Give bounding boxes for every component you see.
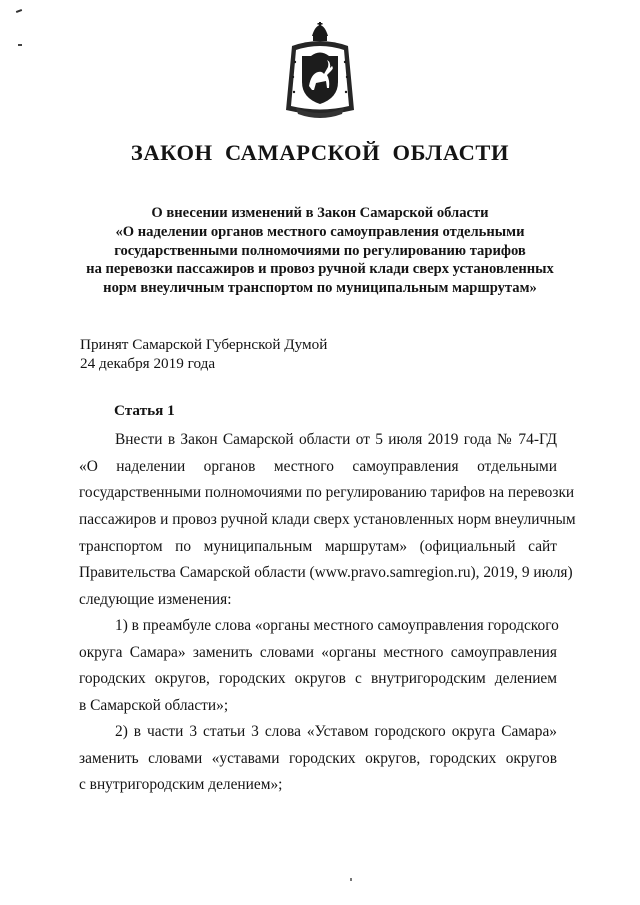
body-line: в Самарской области»; bbox=[79, 697, 229, 714]
body-line: государственными полномочиями по регулированию тарифов на перевозки bbox=[79, 484, 575, 501]
adopted-date: 24 декабря 2019 года bbox=[80, 354, 216, 372]
subtitle-line: на перевозки пассажиров и провоз ручной клади сверх установленных bbox=[86, 261, 554, 278]
subtitle-line: государственными полномочиями по регулированию тарифов bbox=[114, 242, 526, 259]
body-line: транспортом по муниципальным маршрутам» (официальный сайт bbox=[79, 538, 557, 555]
adopted-by: Принят Самарской Губернской Думой bbox=[80, 336, 328, 353]
body-line: округа Самара» заменить словами «органы местного самоуправления bbox=[79, 644, 557, 661]
body-line: Внести в Закон Самарской области от 5 июля 2019 года № 74-ГД bbox=[115, 431, 557, 448]
body-line: заменить словами «уставами городских округов, городских округов bbox=[79, 750, 557, 767]
scan-mark bbox=[18, 44, 22, 46]
body-line: с внутригородским делением»; bbox=[79, 776, 283, 793]
article-heading: Статья 1 bbox=[114, 402, 175, 419]
subtitle-line: «О наделении органов местного самоуправления отдельными bbox=[115, 223, 525, 240]
law-subtitle bbox=[70, 204, 570, 298]
body-line: пассажиров и провоз ручной клади сверх установленных норм внеуличным bbox=[79, 511, 576, 528]
scan-mark bbox=[16, 9, 22, 13]
body-line: 1) в преамбуле слова «органы местного самоуправления городского bbox=[115, 617, 559, 634]
body-line: «О наделении органов местного самоуправления отдельными bbox=[79, 458, 557, 475]
law-title: ЗАКОН САМАРСКОЙ ОБЛАСТИ bbox=[130, 140, 510, 165]
body-line: Правительства Самарской области (www.pravo.samregion.ru), 2019, 9 июля) bbox=[79, 564, 573, 581]
subtitle-line: норм внеуличным транспортом по муниципальным маршрутам» bbox=[103, 280, 537, 297]
coat-of-arms-emblem bbox=[282, 22, 358, 120]
adoption-info bbox=[80, 336, 327, 373]
scan-mark bbox=[350, 878, 352, 881]
subtitle-line: О внесении изменений в Закон Самарской области bbox=[151, 205, 489, 221]
body-line: следующие изменения: bbox=[79, 591, 232, 608]
body-line: 2) в части 3 статьи 3 слова «Уставом городского округа Самара» bbox=[115, 723, 557, 740]
body-line: городских округов, городских округов с внутригородским делением bbox=[79, 670, 557, 687]
